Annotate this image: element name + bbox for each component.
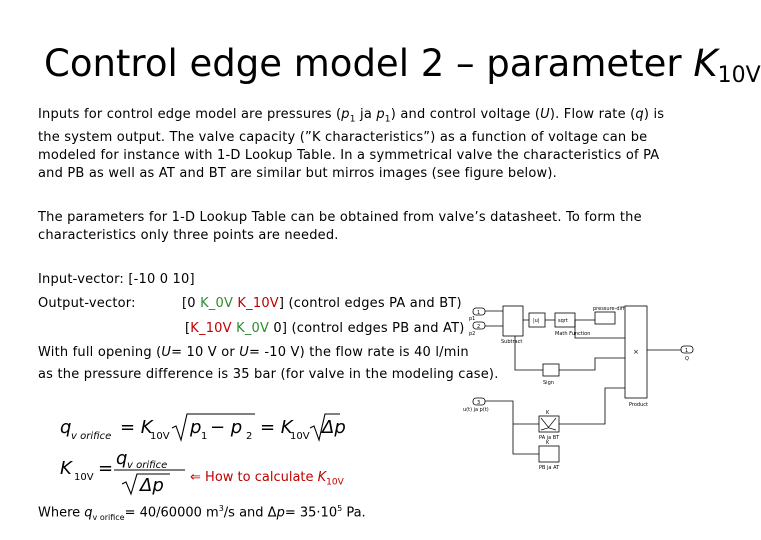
svg-text:Q: Q [685, 356, 689, 362]
svg-text:1: 1 [477, 310, 481, 316]
svg-text:p2: p2 [469, 331, 476, 337]
svg-text:Product: Product [629, 402, 648, 408]
simulink-diagram [455, 298, 705, 480]
output-vector-pb-at: [K_10V K_0V 0] (control edges PB and AT) [185, 321, 465, 336]
svg-text:=: = [98, 458, 114, 479]
k-formula [60, 446, 190, 498]
svg-text:q: q [60, 417, 72, 438]
svg-text:Sign: Sign [543, 380, 554, 386]
output-vector-pa-bt: [0 K_0V K_10V] (control edges PA and BT) [182, 296, 462, 311]
input-vector-line: Input-vector: [-10 0 10] [38, 272, 195, 287]
intro-paragraph: Inputs for control edge model are pressures ($p_1$ ja $p_1$) and control voltage (U). Flow rate (q) is the system output. The valve capacity (”K characteristics”) as a function of voltage can be modeled for instance with 1-D Lookup Table. In a symmetrical valve the characteristics of PA and PB as well as AT and BT are similar but mirros images (see figure below). [38, 107, 665, 181]
svg-text:u(t) ja p(t): u(t) ja p(t) [463, 407, 489, 413]
full-opening-line: With full opening (U= 10 V or U= -10 V) the flow rate is 40 l/min [38, 345, 469, 360]
svg-text:Δp: Δp [140, 475, 164, 496]
svg-text:v orifice: v orifice [71, 431, 112, 442]
svg-text:10V: 10V [150, 431, 170, 442]
svg-text:10V: 10V [74, 472, 94, 483]
svg-text:pressure-diff: pressure-diff [593, 306, 625, 312]
parameters-paragraph: The parameters for 1-D Lookup Table can be obtained from valve’s datasheet. To form the characteristics only three points are needed. [38, 210, 642, 243]
where-line: Where $q_{v orifice}= 40/60000$ $m^3/s$ and $\Delta p= 35\cdot 10^5$ Pa. [38, 504, 366, 522]
svg-text:sqrt: sqrt [558, 318, 568, 324]
svg-text:Math Function: Math Function [555, 331, 591, 337]
svg-text:1: 1 [685, 348, 689, 354]
svg-text:Subtract: Subtract [501, 339, 523, 345]
svg-text:= K: = K [260, 417, 293, 438]
svg-text:1: 1 [201, 431, 208, 442]
sign-block [543, 364, 559, 376]
svg-text:= K: = K [120, 417, 153, 438]
svg-text:10V: 10V [290, 431, 310, 442]
svg-text:|u|: |u| [533, 318, 540, 324]
svg-text:v orifice: v orifice [127, 460, 168, 471]
svg-text:q: q [116, 448, 128, 469]
svg-text:p1: p1 [469, 316, 476, 322]
output-vector-label: Output-vector: [38, 296, 136, 311]
slide-title: Control edge model 2 – parameter $K_{10V}$ [44, 42, 761, 88]
svg-text:K: K [546, 410, 550, 416]
svg-text:− p: − p [210, 417, 243, 438]
svg-text:×: × [633, 348, 639, 356]
svg-text:K: K [546, 440, 550, 446]
lookup-table-2 [539, 446, 559, 462]
svg-text:Δp: Δp [322, 417, 346, 438]
svg-text:2: 2 [477, 324, 481, 330]
flow-formula [60, 410, 346, 446]
subtract-block [503, 306, 523, 336]
svg-text:2: 2 [246, 431, 253, 442]
pressure-difference-line: as the pressure difference is 35 bar (for valve in the modeling case). [38, 367, 499, 382]
svg-text:PA ja BT: PA ja BT [539, 435, 560, 441]
svg-text:PB ja AT: PB ja AT [539, 465, 560, 471]
scope-block [595, 312, 615, 324]
calc-note: ⇐ How to calculate $K_{10V}$ [190, 470, 344, 488]
svg-text:p: p [190, 417, 202, 438]
svg-text:K: K [60, 458, 72, 479]
svg-text:3: 3 [477, 400, 481, 406]
